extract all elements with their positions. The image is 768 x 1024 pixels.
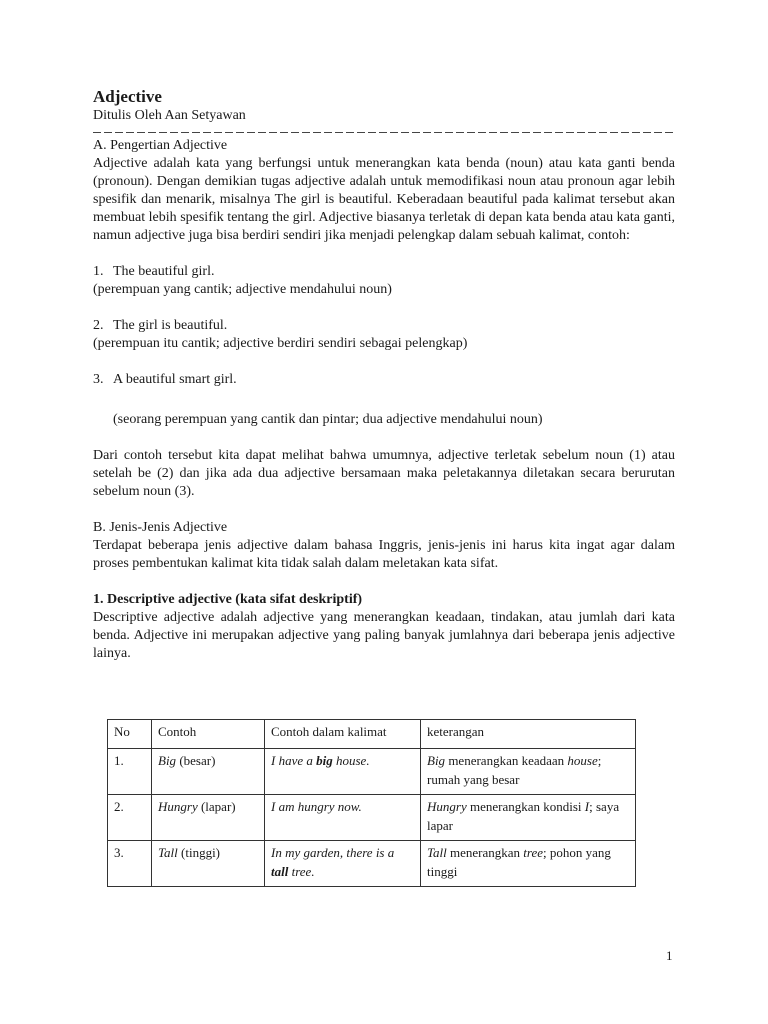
- example-meaning: (tinggi): [181, 845, 221, 860]
- table-header-no: No: [108, 720, 152, 749]
- example-3-text: A beautiful smart girl.: [113, 372, 237, 387]
- desc-noun: I: [584, 799, 590, 814]
- section-a-heading: A. Pengertian Adjective: [93, 138, 228, 153]
- desc-word: Big: [427, 753, 446, 768]
- table-row: [108, 841, 636, 887]
- example-meaning: (besar): [179, 753, 216, 768]
- example-word: Tall: [158, 845, 178, 860]
- row-example-sentence: [265, 749, 421, 795]
- example-2-note: (perempuan itu cantik; adjective berdiri sendiri sebagai pelengkap): [93, 336, 468, 351]
- sentence-post: tree.: [288, 864, 315, 879]
- desc-mid: menerangkan keadaan: [445, 753, 568, 768]
- example-word: Big: [158, 753, 177, 768]
- desc-end: ; saya lapar: [427, 799, 620, 833]
- row-example-word: [152, 749, 265, 795]
- dashed-divider: [93, 127, 675, 137]
- row-example-word: [152, 795, 265, 841]
- example-1-sentence: [93, 263, 675, 281]
- desc-word: Hungry: [427, 799, 467, 814]
- table-header-row: [108, 720, 636, 749]
- row-example-sentence: [265, 795, 421, 841]
- table-row: [108, 749, 636, 795]
- row-example-word: [152, 841, 265, 887]
- sentence-pre: In my garden, there is a: [271, 845, 395, 860]
- example-3-sentence: [93, 371, 675, 389]
- example-1-text: The beautiful girl.: [113, 264, 215, 279]
- page-number: 1: [666, 948, 673, 963]
- example-2-number: 2.: [93, 318, 104, 333]
- table-row: [108, 795, 636, 841]
- desc-mid: menerangkan kondisi: [466, 799, 585, 814]
- document-title: Adjective: [93, 87, 162, 106]
- sentence-pre: I have a: [271, 753, 317, 768]
- example-2-sentence: [93, 317, 675, 335]
- row-number: 1.: [108, 749, 152, 795]
- section-a-paragraph: Adjective adalah kata yang berfungsi untuk menerangkan kata benda (noun) atau kata ganti benda (pronoun). Dengan demikian tugas adjective adalah untuk memodifikasi noun atau pronoun agar lebih spesifik dan menarik, misalnya The girl is beautiful. Keberadaan beautiful pada kalimat tersebut akan membuat lebih spesifik tentang the girl. Adjective biasanya terletak di depan kata benda atau kata ganti, namun adjective juga bisa berdiri sendiri jika menjadi pelengkap dalam sebuah kalimat, contoh:: [93, 156, 675, 243]
- desc-noun: tree: [523, 845, 544, 860]
- example-2-text: The girl is beautiful.: [113, 318, 228, 333]
- descriptive-adjective-paragraph: Descriptive adjective adalah adjective yang menerangkan keadaan, tindakan, atau jumlah dari kata benda. Adjective ini merupakan adjective yang paling banyak jumlahnya dari beberapa jenis adjective lainya.: [93, 610, 675, 661]
- example-3-note: (seorang perempuan yang cantik dan pintar; dua adjective mendahului noun): [113, 412, 543, 427]
- table-header-contoh: Contoh: [152, 720, 265, 749]
- descriptive-adjective-table: [107, 719, 636, 887]
- descriptive-adjective-heading: 1. Descriptive adjective (kata sifat deskriptif): [93, 592, 363, 607]
- row-number: 3.: [108, 841, 152, 887]
- section-b-paragraph: Terdapat beberapa jenis adjective dalam bahasa Inggris, jenis-jenis ini harus kita ingat agar dalam proses pembentukan kalimat kita tidak salah dalam meletakan kata sifat.: [93, 538, 675, 571]
- desc-mid: menerangkan: [446, 845, 524, 860]
- desc-end: ; rumah yang besar: [427, 753, 602, 787]
- page-content: [93, 86, 675, 663]
- row-description: [421, 841, 636, 887]
- section-a-conclusion: Dari contoh tersebut kita dapat melihat bahwa umumnya, adjective terletak sebelum noun (1) atau setelah be (2) dan jika ada dua adjective bersamaan maka peletakannya diletakan secara berurutan sebelum noun (3).: [93, 448, 675, 499]
- row-description: [421, 749, 636, 795]
- desc-word: Tall: [427, 845, 447, 860]
- desc-noun: house: [567, 753, 598, 768]
- example-3-number: 3.: [93, 372, 104, 387]
- example-1-note: (perempuan yang cantik; adjective mendahului noun): [93, 282, 392, 297]
- row-number: 2.: [108, 795, 152, 841]
- example-meaning: (lapar): [200, 799, 236, 814]
- row-description: [421, 795, 636, 841]
- example-word: Hungry: [158, 799, 198, 814]
- desc-end: ; pohon yang tinggi: [427, 845, 611, 879]
- table-header-keterangan: keterangan: [421, 720, 636, 749]
- sentence-adjective: tall: [271, 864, 289, 879]
- sentence-pre: I am hungry now.: [271, 799, 362, 814]
- sentence-post: house.: [332, 753, 370, 768]
- example-1-number: 1.: [93, 264, 104, 279]
- section-b-heading: B. Jenis-Jenis Adjective: [93, 520, 228, 535]
- sentence-adjective: big: [316, 753, 333, 768]
- author-line: Ditulis Oleh Aan Setyawan: [93, 108, 246, 123]
- row-example-sentence: [265, 841, 421, 887]
- table-header-contoh-kalimat: Contoh dalam kalimat: [265, 720, 421, 749]
